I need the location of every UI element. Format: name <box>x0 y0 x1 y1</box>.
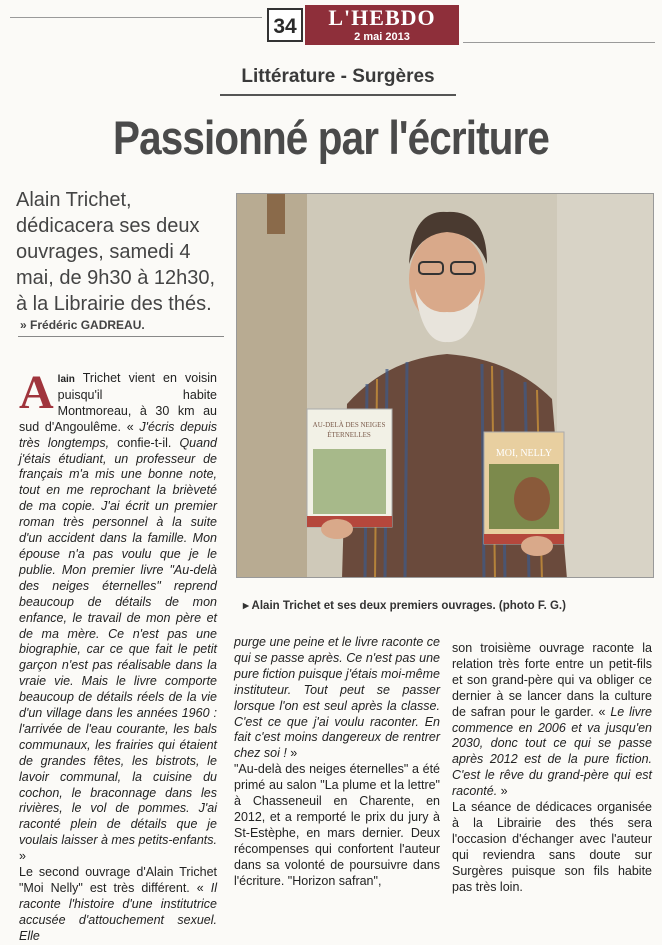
col1-quote-end: » <box>19 849 26 864</box>
book-moi-nelly-illustration <box>484 432 564 544</box>
author-photo-illustration <box>237 194 654 578</box>
article-column-2 <box>234 635 440 890</box>
col2-quote: purge une peine et le livre raconte ce qui se passe après. Ce n'est pas une pure fiction puisque j'étais moi-même instituteur. Tout peut se passer lorsque l'on est seul après la classe. C'est ce que j'ai voulu raconter. En fait c'est moins dangereux de rentrer chez soi ! <box>234 635 440 761</box>
masthead <box>305 5 459 45</box>
header-rule-right <box>463 42 655 43</box>
col1-p2-quote: Il raconte l'histoire d'une institutrice accusée d'attouchement sexuel. Elle <box>19 881 217 943</box>
byline-rule <box>18 336 224 337</box>
caption-arrow-icon: ▸ <box>243 600 252 612</box>
caption-text: Alain Trichet et ses deux premiers ouvrages. (photo F. G.) <box>251 600 566 612</box>
col1-quote: J'écris depuis très longtemps, <box>19 419 217 450</box>
article-column-1 <box>19 366 218 945</box>
col3-quote-end: » <box>497 784 508 799</box>
col3-paragraph-1 <box>452 641 652 800</box>
col1-text: Trichet vient en voisin puisqu'il habite Montmoreau, à 30 km au sud d'Angoulême. « <box>19 371 217 434</box>
svg-text:AU-DELÀ DES NEIGES: AU-DELÀ DES NEIGES <box>312 421 386 429</box>
svg-text:ÉTERNELLES: ÉTERNELLES <box>327 431 371 439</box>
author-photo <box>236 193 654 578</box>
col2-paragraph-1 <box>234 635 440 762</box>
col1-lead-in: lain <box>57 374 75 385</box>
col2-quote-end: » <box>286 746 298 761</box>
col1-p2-text: Le second ouvrage d'Alain Trichet "Moi Nelly" est très différent. « <box>19 865 217 895</box>
col1-paragraph-2 <box>19 865 217 945</box>
svg-text:MOI, NELLY: MOI, NELLY <box>495 448 553 459</box>
rubric-underline <box>220 94 456 96</box>
headline: Passionné par l'écriture <box>112 111 550 164</box>
header-rule-left <box>10 17 262 18</box>
byline-arrow-icon: » <box>20 318 31 332</box>
drop-cap: A <box>19 366 54 419</box>
col2-paragraph-2: "Au-delà des neiges éternelles" a été primé au salon "La plume et la lettre" à Chasseneuil en Charente, en 2012, et a remporté le prix du jury à St-Estèphe, en mars dernier. Deux récompenses qui confortent l'auteur dans sa volonté de poursuivre dans l'écriture. "Horizon safran", <box>234 762 440 888</box>
col1-paragraph-1 <box>19 366 218 865</box>
byline <box>20 318 145 332</box>
col1-attribution: confie-t-il. <box>109 435 180 450</box>
lede: Alain Trichet, dédicacera ses deux ouvrages, samedi 4 mai, de 9h30 à 12h30, à la Librairie des thés. <box>16 189 216 315</box>
paper-name: L'HEBDO <box>328 5 436 30</box>
article-column-3 <box>452 641 652 896</box>
issue-date: 2 mai 2013 <box>354 31 410 43</box>
col1-quote-2: Quand j'étais étudiant, un professeur de français m'a mis une bonne note, tout en me reprochant la brièveté de ma copie. J'ai écrit un premier roman très personnel à la suite d'un accident dans la famille. Mon épouse n'a pas voulu que je le publie. Mon premier livre "Au-delà des neiges éternelles" reprend beaucoup de détails de mon enfance, le travail de mon père et de ma mère. Ce n'est pas une biographie, car ce que fait le petit garçon n'est pas réalisable dans la vraie vie. Mais le livre comporte beaucoup de détails réels de la vie d'un village dans les années 1960 : l'arrivée de l'eau courante, les bals communaux, les frairies qui étaient de grandes fêtes, les bistrots, le lavoir communal, la cuisine du cochon, le braconnage dans les rivières, le vol de pommes. J'ai raconté plein de détails que je voulais laisser à mes petits-enfants. <box>19 435 218 848</box>
byline-author: Frédéric GADREAU. <box>30 318 145 332</box>
page-number: 34 <box>267 8 303 42</box>
col3-paragraph-2: La séance de dédicaces organisée à la Librairie des thés sera l'occasion d'échanger avec l'auteur qui reviendra sans doute sur Surgères puisque son fils habite pas très loin. <box>452 800 652 894</box>
photo-caption <box>243 598 566 612</box>
col3-text: son troisième ouvrage raconte la relation très forte entre un petit-fils et son grand-père qui va obliger ce dernier à se lancer dans la culture de safran pour le garder. « <box>452 641 652 719</box>
book-au-dela-illustration <box>307 409 392 527</box>
col3-quote: Le livre commence en 2006 et va jusqu'en 2030, donc tout ce qui se passe après 2012 est de la pure fiction. C'est le rêve du grand-père qui est raconté. <box>452 704 652 799</box>
section-rubric: Littérature - Surgères <box>241 66 435 87</box>
